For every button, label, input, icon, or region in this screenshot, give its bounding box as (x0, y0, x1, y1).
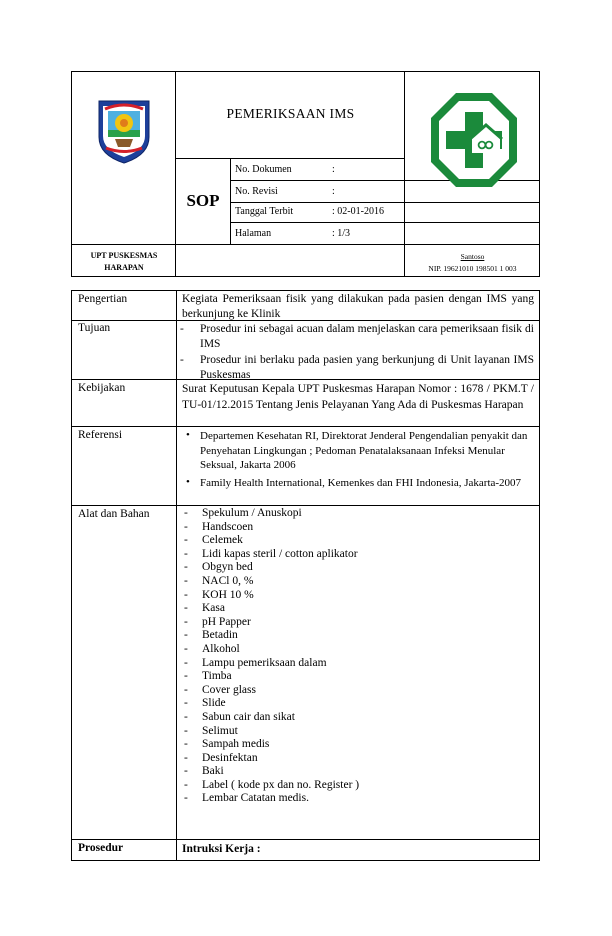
meta-label-no-dokumen: No. Dokumen (235, 164, 292, 175)
list-item: - Obgyn bed (184, 561, 253, 574)
list-item: - Desinfektan (184, 751, 258, 764)
list-item: - Kasa (184, 602, 225, 615)
header-divider (404, 71, 405, 277)
signer-nip: NIP. 19621010 198501 1 003 (428, 264, 517, 273)
list-item: - Sabun cair dan sikat (184, 710, 295, 723)
unit-name-line1: UPT PUSKESMAS (90, 251, 158, 260)
meta-value-no-dokumen: : (332, 164, 335, 175)
list-item: - Alkohol (184, 642, 240, 655)
meta-label-no-revisi: No. Revisi (235, 186, 278, 197)
list-item: - Cover glass (184, 683, 256, 696)
list-item: • Departemen Kesehatan RI, Direktorat Jenderal Pengendalian penyakit dan Penyehatan Lingkungan ; Pedoman Penatalaksanaan Infeksi Menular Seksual, Jakarta 2006 (186, 429, 528, 471)
referensi-item-text: Family Health International, Kemenkes dan FHI Indonesia, Jakarta-2007 (200, 476, 522, 489)
list-item: - Celemek (184, 534, 243, 547)
meta-label-halaman: Halaman (235, 228, 272, 239)
list-item: - Lampu pemeriksaan dalam (184, 656, 327, 669)
list-item: - Handscoen (184, 520, 254, 533)
section-text-pengertian: Kegiata Pemeriksaan fisik yang dilakukan pada pasien dengan IMS yang berkunjung ke Klinik (182, 293, 534, 320)
meta-label-tanggal-terbit: Tanggal Terbit (235, 206, 294, 217)
meta-value-no-revisi: : (332, 186, 335, 197)
section-label-tujuan: Tujuan (78, 322, 111, 334)
section-label-kebijakan: Kebijakan (78, 382, 126, 394)
meta-value-tanggal-terbit: : 02-01-2016 (332, 206, 384, 217)
header-divider (176, 158, 405, 159)
list-item: - NACl 0, % (184, 574, 254, 587)
list-item: - Lidi kapas steril / cotton aplikator (184, 547, 358, 560)
content-divider (71, 505, 540, 506)
referensi-list (182, 429, 532, 493)
header-divider (230, 222, 540, 223)
list-item: - Lembar Catatan medis. (184, 792, 309, 805)
list-item: - Prosedur ini berlaku pada pasien yang berkunjung di Unit layanan IMS Puskesmas (180, 354, 534, 381)
header-divider (230, 202, 540, 203)
content-divider (71, 426, 540, 427)
signature-block (405, 251, 540, 275)
section-label-referensi: Referensi (78, 429, 123, 441)
list-item: - Slide (184, 697, 226, 710)
list-item: • Family Health International, Kemenkes dan FHI Indonesia, Jakarta-2007 (186, 475, 522, 489)
unit-name-line2: HARAPAN (104, 263, 144, 272)
regional-emblem-logo (96, 97, 152, 165)
content-divider (71, 839, 540, 840)
list-item: - Baki (184, 765, 224, 778)
header-divider (71, 244, 540, 245)
content-divider (176, 290, 177, 861)
list-item: - Prosedur ini sebagai acuan dalam menjelaskan cara pemeriksaan fisik di IMS (180, 323, 534, 350)
list-item: - Timba (184, 670, 232, 683)
section-label-prosedur: Prosedur (78, 842, 124, 854)
alat-list (182, 507, 532, 806)
puskesmas-logo (428, 90, 520, 190)
tujuan-item-text: Prosedur ini sebagai acuan dalam menjelaskan cara pemeriksaan fisik di IMS (200, 323, 534, 350)
list-item: - Spekulum / Anuskopi (184, 507, 302, 519)
list-item: - Betadin (184, 629, 238, 642)
document-title: PEMERIKSAAN IMS (226, 106, 355, 121)
referensi-item-text: Departemen Kesehatan RI, Direktorat Jenderal Pengendalian penyakit dan Penyehatan Lingkungan ; Pedoman Penatalaksanaan Infeksi Menular Seksual, Jakarta 2006 (200, 430, 528, 471)
unit-name (72, 250, 176, 274)
section-text-kebijakan: Surat Keputusan Kepala UPT Puskesmas Harapan Nomor : 1678 / PKM.T / TU-01/12.2015 Tentang Jenis Pelayanan Yang Ada di Puskesmas Harapan (182, 383, 534, 411)
tujuan-list (180, 322, 534, 384)
sop-label: SOP (186, 191, 220, 210)
meta-value-halaman: : 1/3 (332, 228, 351, 239)
section-label-alat-dan-bahan: Alat dan Bahan (78, 508, 150, 520)
section-label-pengertian: Pengertian (78, 293, 128, 305)
list-item: - Sampah medis (184, 738, 270, 751)
list-item: - Selimut (184, 724, 238, 737)
section-text-prosedur: Intruksi Kerja : (182, 843, 261, 855)
header-divider (175, 71, 176, 277)
list-item: - KOH 10 % (184, 588, 254, 601)
list-item: - pH Papper (184, 615, 251, 628)
list-item: - Label ( kode px dan no. Register ) (184, 778, 360, 791)
tujuan-item-text: Prosedur ini berlaku pada pasien yang berkunjung di Unit layanan IMS Puskesmas (200, 354, 534, 381)
signer-name: Santoso (460, 252, 485, 261)
